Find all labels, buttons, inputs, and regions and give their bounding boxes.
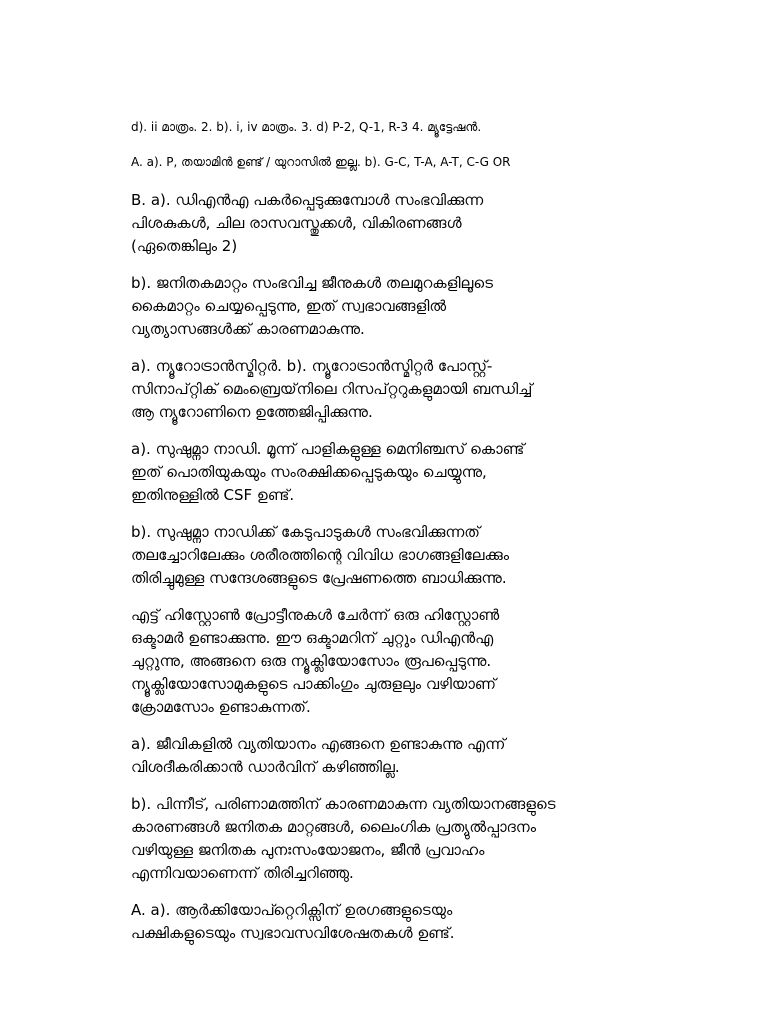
- answer-line-mcq: d). ii മാത്രം. 2. b). i, iv മാത്രം. 3. d) P-2, Q-1, R-3 4. മ്യൂട്ടേഷൻ.: [131, 120, 482, 134]
- answer-paragraph-spinal-cord: a). സുഷുമ്നാ നാഡി. മൂന്ന് പാളികളുള്ള മെനിഞ്ചസ് കൊണ്ട് ഇത് പൊതിയുകയും സംരക്ഷിക്കപ്പെടുകയും ചെയ്യുന്നു, ഇതിനുള്ളിൽ CSF ഉണ്ട്.: [131, 440, 525, 504]
- answer-paragraph-variation-causes: b). പിന്നീട്, പരിണാമത്തിന് കാരണമാകുന്ന വ്യതിയാനങ്ങളുടെ കാരണങ്ങൾ ജനിതക മാറ്റങ്ങൾ, ലൈംഗിക പ്രത്യുൽപ്പാദനം വഴിയുള്ള ജനിതക പുനഃസംയോജനം, ജീൻ പ്രവാഹം എന്നിവയാണെന്ന് തിരിച്ചറിഞ്ഞു.: [131, 795, 556, 882]
- answer-paragraph-darwin: a). ജീവികളിൽ വ്യതിയാനം എങ്ങനെ ഉണ്ടാകുന്നു എന്ന് വിശദീകരിക്കാൻ ഡാർവിന് കഴിഞ്ഞില്ല.: [131, 735, 506, 776]
- document-page: [131, 118, 631, 959]
- answer-paragraph-neurotransmitter: a). ന്യൂറോട്രാൻസ്മിറ്റർ. b). ന്യൂറോട്രാൻസ്മിറ്റർ പോസ്റ്റ്- സിനാപ്റ്റിക് മെംബ്രെയ്‌നിലെ റിസപ്റ്ററുകളുമായി ബന്ധിച്ച് ആ ന്യൂറോണിനെ ഉത്തേജിപ്പിക്കുന്നു.: [131, 357, 533, 421]
- answer-paragraph-spinal-damage: b). സുഷുമ്നാ നാഡിക്ക് കേടുപാടുകൾ സംഭവിക്കുന്നത് തലച്ചോറിലേക്കും ശരീരത്തിന്റെ വിവിധ ഭാഗങ്ങളിലേക്കും തിരിച്ചുമുള്ള സന്ദേശങ്ങളുടെ പ്രേഷണത്തെ ബാധിക്കുന്നു.: [131, 523, 510, 587]
- answer-paragraph-nucleosome: എട്ട് ഹിസ്റ്റോൺ പ്രോട്ടീനുകൾ ചേർന്ന് ഒരു ഹിസ്റ്റോൺ ഒക്ടാമർ ഉണ്ടാക്കുന്നു. ഈ ഒക്ടാമറിന് ചുറ്റും ഡിഎൻഎ ചുറ്റുന്നു, അങ്ങനെ ഒരു ന്യൂക്ലിയോസോം രൂപപ്പെടുന്നു. ന്യൂക്ലിയോസോമുകളുടെ പാക്കിംഗും ചുരുളലും വഴിയാണ് ക്രോമസോം ഉണ്ടാകുന്നത്.: [131, 606, 500, 716]
- answer-paragraph-mutation-effects: b). ജനിതകമാറ്റം സംഭവിച്ച ജീനുകൾ തലമുറകളിലൂടെ കൈമാറ്റം ചെയ്യപ്പെടുന്നു, ഇത് സ്വഭാവങ്ങളിൽ വ്യത്യാസങ്ങൾക്ക് കാരണമാകുന്നു.: [131, 274, 493, 338]
- answer-paragraph-mutation-causes: B. a). ഡിഎൻഎ പകർപ്പെടുക്കുമ്പോൾ സംഭവിക്കുന്ന പിശകുകൾ, ചില രാസവസ്തുക്കൾ, വികിരണങ്ങൾ (ഏതെങ്കിലും 2): [131, 191, 484, 255]
- answer-line-dna-bases: A. a). P, തയാമിൻ ഉണ്ട് / യുറാസിൽ ഇല്ല. b). G-C, T-A, A-T, C-G OR: [131, 155, 511, 169]
- answer-paragraph-archaeopteryx: A. a). ആർക്കിയോപ്റ്റെറിക്സിന് ഉരഗങ്ങളുടെയും പക്ഷികളുടെയും സ്വഭാവസവിശേഷതകൾ ഉണ്ട്.: [131, 901, 455, 942]
